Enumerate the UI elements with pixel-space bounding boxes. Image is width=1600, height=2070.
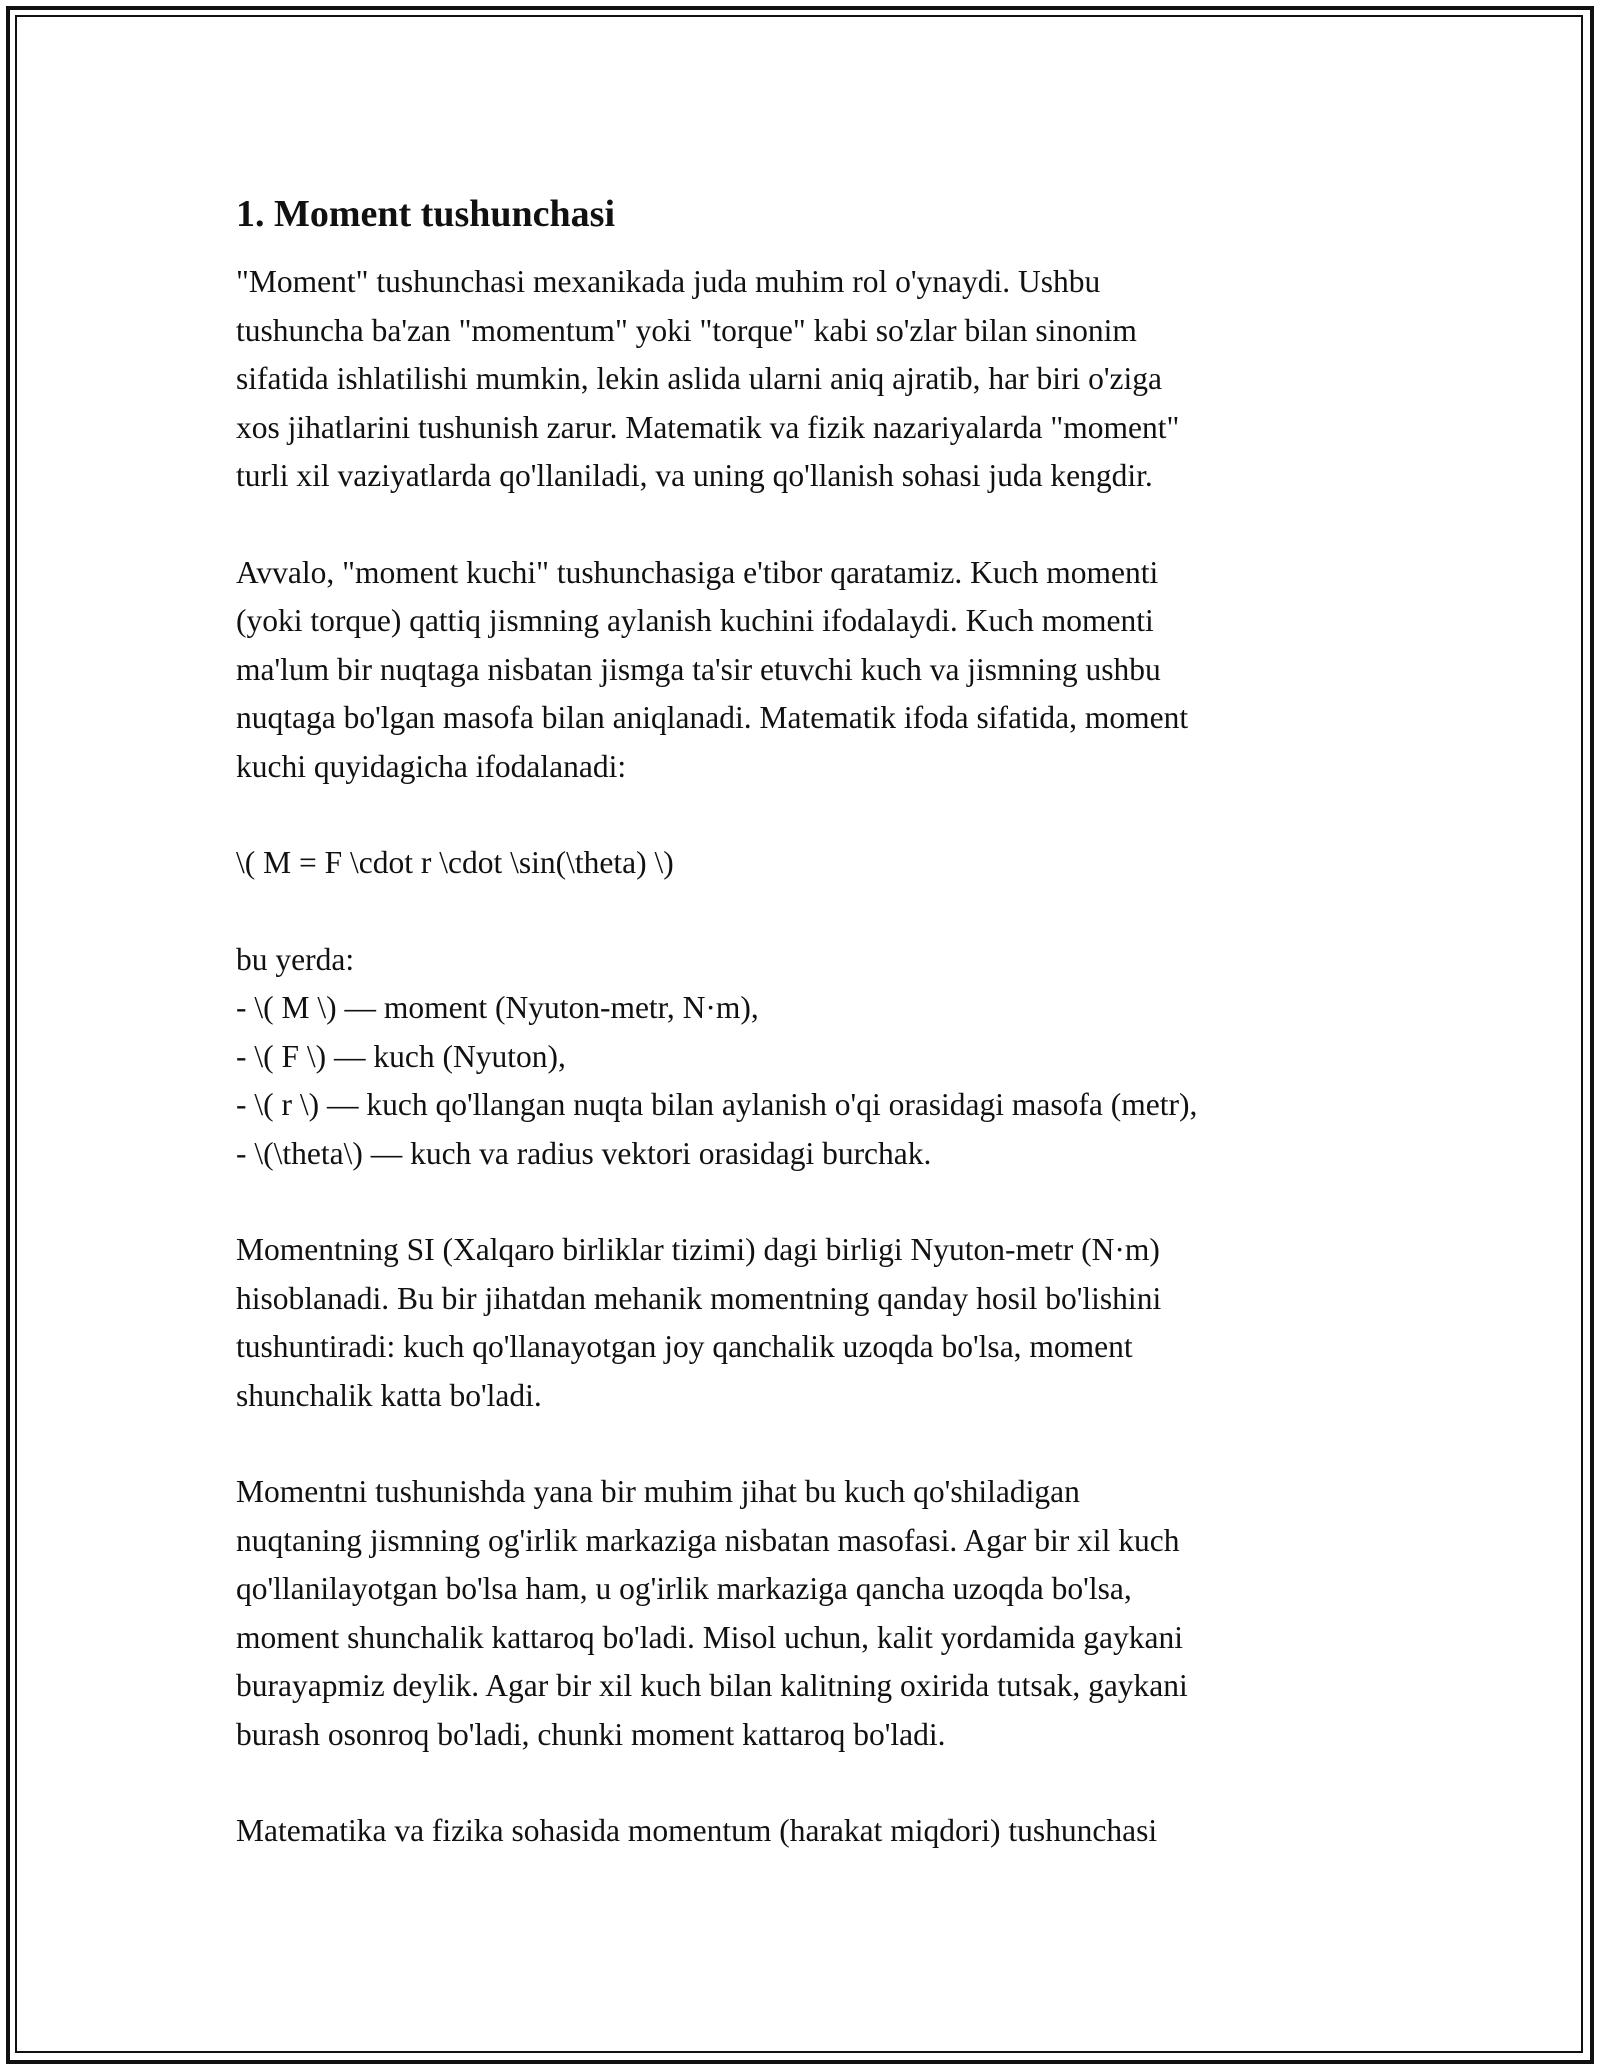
text-line: shunchalik katta bo'ladi. <box>236 1377 542 1413</box>
text-line: ma'lum bir nuqtaga nisbatan jismga ta'sir etuvchi kuch va jismning ushbu <box>236 651 1161 687</box>
formula-text: \( M = F \cdot r \cdot \sin(\theta) \) <box>236 845 674 880</box>
definition-item: - \( F \) — kuch (Nyuton), <box>236 1038 566 1074</box>
section-heading: 1. Moment tushunchasi <box>236 193 615 235</box>
text-line: turli xil vaziyatlarda qo'llaniladi, va uning qo'llanish sohasi juda kengdir. <box>236 458 1153 493</box>
text-line: "Moment" tushunchasi mexanikada juda muhim rol o'ynaydi. Ushbu <box>236 264 1101 299</box>
paragraph-intro <box>236 258 1366 501</box>
text-line: kuchi quyidagicha ifodalanadi: <box>236 748 627 784</box>
text-line: tushuntiradi: kuch qo'llanayotgan joy qanchalik uzoqda bo'lsa, moment <box>236 1329 1133 1364</box>
definitions-intro: bu yerda: <box>236 941 355 977</box>
text-line: nuqtaga bo'lgan masofa bilan aniqlanadi. Matematik ifoda sifatida, moment <box>236 700 1189 735</box>
definition-item: - \( r \) — kuch qo'llangan nuqta bilan aylanish o'qi orasidagi masofa (metr), <box>236 1087 1198 1122</box>
text-line: qo'llanilayotgan bo'lsa ham, u og'irlik markaziga qancha uzoqda bo'lsa, <box>236 1571 1132 1606</box>
text-line: tushuncha ba'zan "momentum" yoki "torque" kabi so'zlar bilan sinonim <box>236 312 1137 348</box>
text-line: Momentning SI (Xalqaro birliklar tizimi) dagi birligi Nyuton-metr (N·m) <box>236 1232 1160 1267</box>
text-line: burash osonroq bo'ladi, chunki moment kattaroq bo'ladi. <box>236 1716 946 1752</box>
text-line: nuqtaning jismning og'irlik markaziga nisbatan masofasi. Agar bir xil kuch <box>236 1522 1180 1558</box>
text-line: moment shunchalik kattaroq bo'ladi. Misol uchun, kalit yordamida gaykani <box>236 1619 1183 1655</box>
text-line: xos jihatlarini tushunish zarur. Matematik va fizik nazariyalarda "moment" <box>236 409 1180 445</box>
paragraph-force-moment <box>236 549 1366 792</box>
paragraph-momentum <box>236 1807 1366 1856</box>
text-line: Avvalo, "moment kuchi" tushunchasiga e'tibor qaratamiz. Kuch momenti <box>236 554 1159 590</box>
paragraph-si-unit <box>236 1226 1366 1420</box>
definition-item: - \(\theta\) — kuch va radius vektori orasidagi burchak. <box>236 1135 932 1171</box>
text-line: hisoblanadi. Bu bir jihatdan mehanik momentning qanday hosil bo'lishini <box>236 1280 1162 1316</box>
text-line: burayapmiz deylik. Agar bir xil kuch bilan kalitning oxirida tutsak, gaykani <box>236 1668 1188 1703</box>
document-body <box>236 188 1366 1904</box>
variable-definitions <box>236 936 1366 1179</box>
definition-item: - \( M \) — moment (Nyuton-metr, N·m), <box>236 990 759 1025</box>
text-line: Matematika va fizika sohasida momentum (harakat miqdori) tushunchasi <box>236 1813 1158 1848</box>
paragraph-distance <box>236 1468 1366 1759</box>
text-line: sifatida ishlatilishi mumkin, lekin aslida ularni aniq ajratib, har biri o'ziga <box>236 361 1162 396</box>
formula-line <box>236 839 1366 888</box>
text-line: Momentni tushunishda yana bir muhim jihat bu kuch qo'shiladigan <box>236 1474 1080 1509</box>
text-line: (yoki torque) qattiq jismning aylanish kuchini ifodalaydi. Kuch momenti <box>236 603 1154 638</box>
